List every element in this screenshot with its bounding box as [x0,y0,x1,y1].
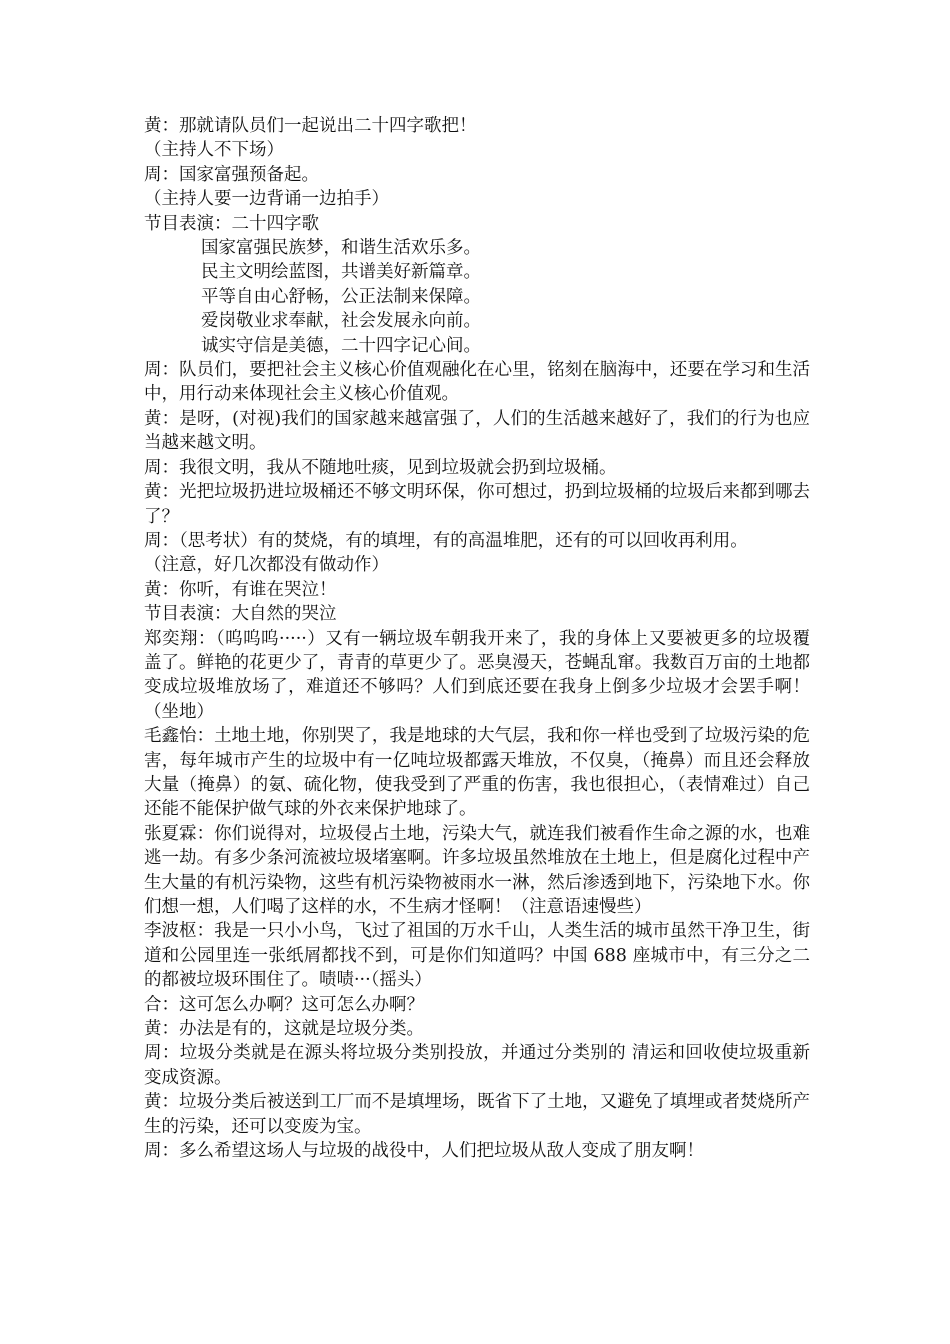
dialogue-line: 黄：办法是有的，这就是垃圾分类。 [144,1019,424,1040]
dialogue-line: 黄：垃圾分类后被送到工厂而不是填埋场，既省下了土地，又避免了填埋或者焚烧所产生的污染，还可以变废为宝。 [144,1092,810,1137]
dialogue-line: 郑奕翔：（呜呜呜·····）又有一辆垃圾车朝我开来了，我的身体上又要被更多的垃圾覆盖了。鲜艳的花更少了，青青的草更少了。恶臭漫天，苍蝇乱窜。我数百万亩的土地都变成垃圾堆放场了，难道还不够吗？人们到底还要在我身上倒多少垃圾才会罢手啊！（坐地） [144,628,810,722]
dialogue-line: 黄：你听，有谁在哭泣！ [144,579,337,600]
dialogue-line: 周：我很文明，我从不随地吐痰，见到垃圾就会扔到垃圾桶。 [144,457,617,478]
program-heading: 节目表演：大自然的哭泣 [144,604,337,625]
dialogue-line: 张夏霖：你们说得对，垃圾侵占土地，污染大气，就连我们被看作生命之源的水，也难逃一劫。有多少条河流被垃圾堵塞啊。许多垃圾虽然堆放在土地上，但是腐化过程中产生大量的有机污染物，这些有机污染物被雨水一淋，然后渗透到地下，污染地下水。你们想一想，人们喝了这样的水，不生病才怪啊！（注意语速慢些） [144,823,810,917]
stage-direction: （主持人要一边背诵一边拍手） [144,189,389,210]
program-heading: 节目表演：二十四字歌 [144,213,319,234]
stage-direction: （主持人不下场） [144,140,284,161]
poem-line: 爱岗敬业求奉献，社会发展永向前。 [201,311,481,332]
dialogue-line: 黄：那就请队员们一起说出二十四字歌把！ [144,116,477,136]
dialogue-line: 合：这可怎么办啊？这可怎么办啊？ [144,994,424,1015]
dialogue-line: 周：垃圾分类就是在源头将垃圾分类别投放，并通过分类别的 清运和回收使垃圾重新变成资源。 [144,1043,810,1088]
poem-line: 平等自由心舒畅，公正法制来保障。 [201,286,481,307]
poem-line: 民主文明绘蓝图，共谱美好新篇章。 [201,262,481,283]
dialogue-line: 毛鑫怡：土地土地，你别哭了，我是地球的大气层，我和你一样也受到了垃圾污染的危害，每年城市产生的垃圾中有一亿吨垃圾都露天堆放，不仅臭，（掩鼻）而且还会释放大量（掩鼻）的氨、硫化物，使我受到了严重的伤害，我也很担心，（表情难过）自己还能不能保护做气球的外衣来保护地球了。 [144,726,810,820]
document-body [144,114,810,1163]
poem-line: 诚实守信是美德，二十四字记心间。 [201,335,481,356]
dialogue-line: 黄：是呀，(对视)我们的国家越来越富强了，人们的生活越来越好了，我们的行为也应当越来越文明。 [144,408,810,454]
dialogue-line: 周：（思考状）有的焚烧，有的填埋，有的高温堆肥，还有的可以回收再利用。 [144,530,748,551]
dialogue-line: 周：国家富强预备起。 [144,164,319,185]
stage-direction: （注意，好几次都没有做动作） [144,555,389,576]
dialogue-line: 黄：光把垃圾扔进垃圾桶还不够文明环保，你可想过，扔到垃圾桶的垃圾后来都到哪去了？ [144,482,810,527]
poem-line: 国家富强民族梦，和谐生活欢乐多。 [201,238,481,259]
dialogue-line: 李波枢：我是一只小小鸟，飞过了祖国的万水千山，人类生活的城市虽然干净卫生，街道和公园里连一张纸屑都找不到，可是你们知道吗？中国 688 座城市中，有三分之二的都被垃圾环围住了。啧啧···（摇头） [144,921,810,991]
dialogue-line: 周：队员们，要把社会主义核心价值观融化在心里，铭刻在脑海中，还要在学习和生活中，用行动来体现社会主义核心价值观。 [144,360,810,405]
dialogue-line: 周：多么希望这场人与垃圾的战役中，人们把垃圾从敌人变成了朋友啊！ [144,1141,704,1162]
